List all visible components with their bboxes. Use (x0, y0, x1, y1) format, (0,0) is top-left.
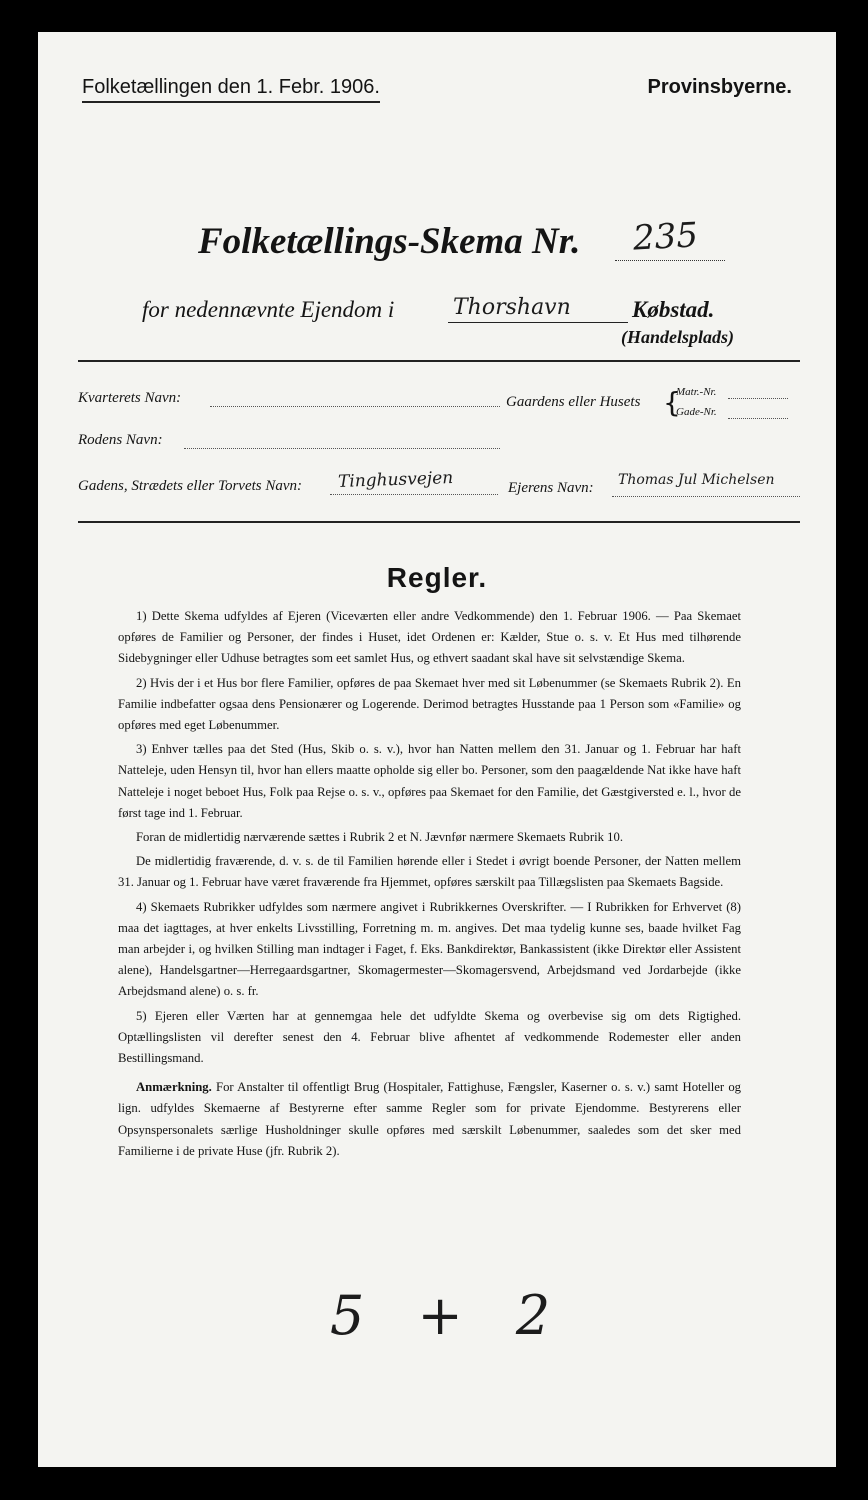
rule-2: 2) Hvis der i et Hus bor flere Familier, opføres de paa Skemaet hver med sit Løbenummer (se Skemaets Rubrik 2). En Familie indbefatter ogsaa dens Pensionærer og Logerende. Derimod betragtes Husstande paa 1 Person som «Familie» og opføres med eget Løbenummer. (118, 675, 741, 733)
bottom-annotation: 5 + 2 (330, 1284, 569, 1347)
gade-line (330, 494, 498, 495)
census-title: Folketællingen den 1. Febr. 1906. (82, 76, 380, 103)
gade-nr-label: Gade-Nr. (676, 406, 717, 418)
divider-top (78, 360, 800, 362)
rule-5: 5) Ejeren eller Værten har at gennemgaa hele det udfyldte Skema og overbevise sig om dets Rigtighed. Optællingslisten vil derefter senest den 4. Februar blive afhentet af vedkommende Rodemester eller anden Bestillingsmand. (118, 1008, 741, 1066)
brace-symbol: { (663, 386, 681, 419)
note-text: For Anstalter til offentligt Brug (Hospitaler, Fattighuse, Fængsler, Kaserner o. s. v.) samt Hoteller og lign. udfyldes Skemaerne af Bestyrerne efter samme Regler som for private Ejendomme. Bestyrerens eller Opsynspersonalets særlige Husholdninger skulle opføres med særskilt Løbenummer, saaledes som det sker med Familierne i de private Huse (jfr. Rubrik 2). (118, 1080, 742, 1158)
rules-heading: Regler. (386, 562, 488, 593)
estate-label: for nedennævnte Ejendom i (142, 297, 395, 322)
town-line (448, 322, 628, 323)
kvarter-line (210, 406, 500, 407)
town-handwritten: Thorshavn (453, 295, 571, 320)
ejer-label: Ejerens Navn: (508, 480, 594, 496)
note-label: Anmærkning. (136, 1080, 212, 1095)
divider-bottom (78, 521, 800, 523)
rules-body (118, 606, 741, 1165)
schema-number: 235 (631, 215, 699, 259)
rule-3-absent: De midlertidig fraværende, d. v. s. de til Familien hørende eller i Stedet i øvrigt boende Personer, der Natten mellem 31. Januar og 1. Februar have været fraværende fra Hjemmet, opføres særskilt paa Tillægslisten paa Skemaets Bagside. (118, 854, 741, 890)
region-label: Provinsbyerne. (647, 76, 792, 98)
gade-nr-line (728, 418, 788, 419)
rode-label: Rodens Navn: (78, 432, 163, 448)
gade-label: Gadens, Strædets eller Torvets Navn: (78, 478, 303, 494)
rule-note (118, 1077, 741, 1162)
schema-number-line (615, 260, 725, 261)
schema-title: Folketællings-Skema Nr. (198, 221, 581, 262)
ejer-value: Thomas Jul Michelsen (618, 472, 775, 488)
kvarter-label: Kvarterets Navn: (78, 390, 182, 406)
town-type-label: Købstad. (632, 297, 715, 322)
town-alt-label: (Handelsplads) (621, 327, 735, 347)
gade-value: Tinghusvejen (337, 467, 454, 493)
rode-line (184, 448, 500, 449)
rule-4: 4) Skemaets Rubrikker udfyldes som nærmere angivet i Rubrikkernes Overskrifter. — I Rubrikken for Erhvervet (8) maa det iagttages, at hver enkelts Livsstilling, Forretning m. m. angives. Det maa tydelig kunne ses, baade hvilket Fag man arbejder i, og hvilken Stilling man indtager i Faget, f. Eks. Bankdirektør, Bankassistent (ikke Direktør eller Assistent alene), Handelsgartner—Herregaardsgartner, Skomagermester—Skomagersvend, Arbejdsmand ved Jordarbejde (ikke Arbejdsmand alene) o. s. fr. (118, 899, 741, 999)
matr-line (728, 398, 788, 399)
ejer-line (612, 496, 800, 497)
gaard-label: Gaardens eller Husets (506, 394, 641, 410)
matr-label: Matr.-Nr. (676, 386, 717, 398)
census-form-page (38, 32, 836, 1467)
rule-3: 3) Enhver tælles paa det Sted (Hus, Skib o. s. v.), hvor han Natten mellem den 31. Januar og 1. Februar har haft Natteleje, uden Hensyn til, hvor han ellers maatte opholde sig eller bo. Personer, som den paagældende Nat ikke have haft Natteleje i noget beboet Hus, Folk paa Rejse o. s. v., opføres paa Skemaet for den Familie, det Gæstgiversted e. l., hvor de først tage ind 1. Februar. (118, 742, 741, 820)
rule-1: 1) Dette Skema udfyldes af Ejeren (Viceværten eller andre Vedkommende) den 1. Februar 1906. — Paa Skemaet opføres de Familier og Personer, der findes i Huset, idet Ordenen er: Kælder, Stue o. s. v. Et Hus med tilhørende Sidebygninger eller Udhuse betragtes som eet samlet Hus, og ethvert saadant skal have sit selvstændige Skema. (118, 609, 741, 666)
rule-3-present: Foran de midlertidig nærværende sættes i Rubrik 2 et N. Jævnfør nærmere Skemaets Rubrik 10. (136, 830, 623, 845)
